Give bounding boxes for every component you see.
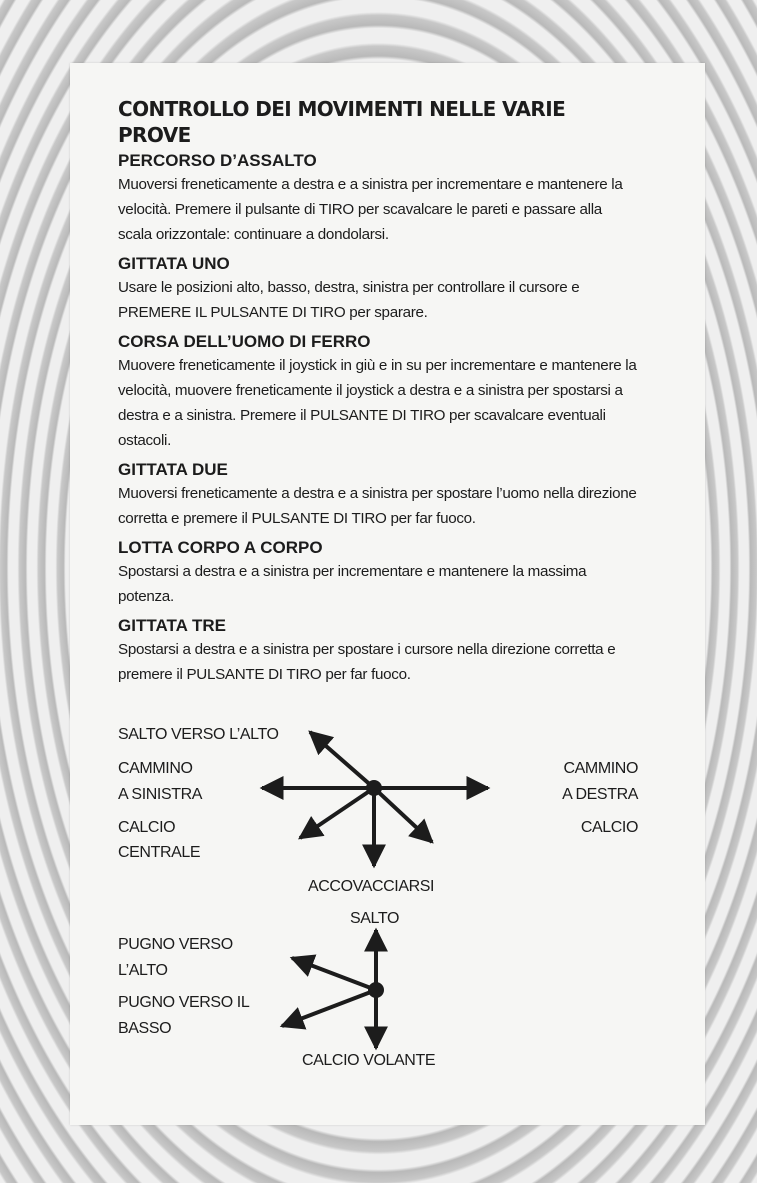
label-cammino-sinistra-1: CAMMINO [118,760,193,777]
section-heading: CORSA DELL’UOMO DI FERRO [118,332,371,351]
label-accovacciarsi: ACCOVACCIARSI [308,878,435,895]
label-cammino-destra-1: CAMMINO [563,760,638,777]
label-salto: SALTO [350,910,399,927]
arrow-up-left-icon [292,958,376,990]
section-heading: GITTATA TRE [118,616,226,635]
label-calcio-volante: CALCIO VOLANTE [302,1052,436,1069]
section-body: Spostarsi a destra e a sinistra per spostare i cursore nella direzione corretta e premere il PULSANTE DI TIRO per far fuoco. [118,641,616,683]
section-body: Muoversi freneticamente a destra e a sinistra per incrementare e mantenere la velocità. Premere il pulsante di TIRO per scavalcare le pareti e passare alla scala orizzontale: continuare a dondolarsi. [118,176,623,243]
section-body: Spostarsi a destra e a sinistra per incrementare e mantenere la massima potenza. [118,563,587,605]
section-heading: PERCORSO D’ASSALTO [118,151,317,170]
section-heading: GITTATA UNO [118,254,230,273]
label-pugno-basso-2: BASSO [118,1020,172,1037]
label-pugno-alto-1: PUGNO VERSO [118,936,233,953]
page-title: CONTROLLO DEI MOVIMENTI NELLE VARIE PROVE [118,97,566,147]
label-calcio: CALCIO [580,819,638,836]
label-calcio-centrale-1: CALCIO [118,819,176,836]
section-heading: GITTATA DUE [118,460,228,479]
arrow-down-right-icon [374,788,432,842]
arrow-down-left-icon [300,788,374,838]
arrow-up-left-icon [310,732,374,788]
label-pugno-basso-1: PUGNO VERSO IL [118,994,250,1011]
section-heading: LOTTA CORPO A CORPO [118,538,323,557]
label-calcio-centrale-2: CENTRALE [118,844,201,861]
label-cammino-sinistra-2: A SINISTRA [118,786,203,803]
label-pugno-alto-2: L’ALTO [118,962,168,979]
section-body: Muoversi freneticamente a destra e a sinistra per spostare l’uomo nella direzione corretta e premere il PULSANTE DI TIRO per far fuoco. [118,485,637,527]
label-cammino-destra-2: A DESTRA [562,786,638,803]
section-body: Muovere freneticamente il joystick in giù e in su per incrementare e mantenere la velocità, muovere freneticamente il joystick a destra e a sinistra per spostarsi a destra e a sinistra. Premere il PULSANTE DI TIRO per scavalcare eventuali ostacoli. [118,357,637,449]
arrow-down-left-icon [282,990,376,1026]
label-salto-verso-alto: SALTO VERSO L’ALTO [118,726,279,743]
section-body: Usare le posizioni alto, basso, destra, sinistra per controllare il cursore e PREMERE IL PULSANTE DI TIRO per sparare. [118,279,580,321]
